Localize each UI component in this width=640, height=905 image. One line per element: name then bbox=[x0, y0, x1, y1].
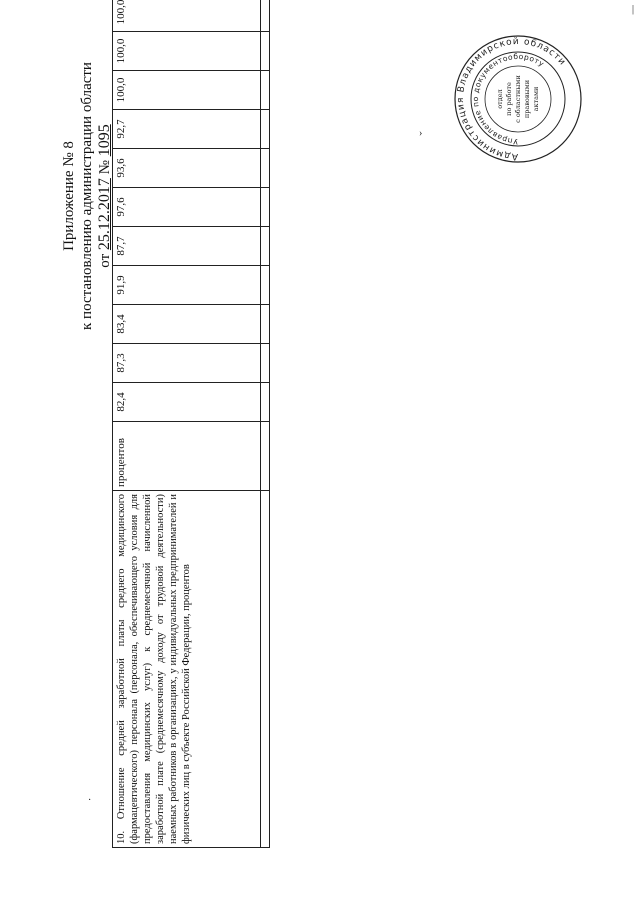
empty-cell bbox=[261, 266, 270, 305]
empty-cell bbox=[261, 0, 270, 32]
empty-cell bbox=[261, 305, 270, 344]
number-sign: № bbox=[97, 160, 113, 175]
seal-center-line: отдел bbox=[496, 89, 504, 109]
scan-dot: › bbox=[419, 128, 423, 139]
value-cell: 100,0 bbox=[113, 0, 261, 32]
appendix-subtitle: к постановлению администрации области bbox=[79, 62, 95, 330]
seal-inner-text: Управление по документообороту bbox=[470, 51, 547, 147]
empty-cell bbox=[261, 32, 270, 71]
scan-dot: · bbox=[88, 795, 92, 806]
value-cell: 87,7 bbox=[113, 227, 261, 266]
value-cell: 83,4 bbox=[113, 305, 261, 344]
seal-center-line: актами bbox=[532, 86, 540, 112]
value-cell: 91,9 bbox=[113, 266, 261, 305]
decree-number: 1095 bbox=[96, 124, 113, 157]
value-cell: 87,3 bbox=[113, 344, 261, 383]
empty-cell bbox=[261, 491, 270, 848]
empty-cell bbox=[261, 110, 270, 149]
empty-cell bbox=[261, 149, 270, 188]
document-header bbox=[60, 46, 114, 346]
date-prefix: от bbox=[97, 253, 113, 268]
seal-center-line: правовыми bbox=[523, 79, 531, 119]
table-row bbox=[261, 0, 270, 848]
empty-cell bbox=[261, 344, 270, 383]
value-cell: 92,7 bbox=[113, 110, 261, 149]
value-cell: 100,0 bbox=[113, 32, 261, 71]
seal-center-line: по работе bbox=[505, 82, 513, 116]
empty-cell bbox=[261, 188, 270, 227]
unit-cell: процентов bbox=[113, 422, 261, 491]
official-seal-stamp bbox=[452, 33, 584, 165]
table-row bbox=[113, 0, 261, 848]
value-cell: 93,6 bbox=[113, 149, 261, 188]
empty-cell bbox=[261, 227, 270, 266]
empty-cell bbox=[261, 71, 270, 110]
value-cell: 100,0 bbox=[113, 71, 261, 110]
indicator-table bbox=[112, 0, 272, 848]
empty-cell bbox=[261, 422, 270, 491]
seal-center-line: с областными bbox=[514, 75, 522, 123]
seal-outer-text: Администрация Владимирской области bbox=[455, 36, 568, 162]
appendix-title: Приложение № 8 bbox=[61, 141, 77, 251]
scan-dot: | bbox=[632, 4, 635, 15]
empty-cell bbox=[261, 383, 270, 422]
indicator-cell: 10. Отношение средней заработной платы среднего медицинского (фармацевтического) персонала (персонала, обеспечивающего условия для предоставления медицинских услуг) к среднемесячной начисленной заработной плате (среднемесячному доходу от трудовой деятельности) наемных работников в организациях, у индивидуальных предпринимателей и физических лиц в субъекте Российской Федерации, процентов bbox=[113, 491, 261, 848]
value-cell: 97,6 bbox=[113, 188, 261, 227]
value-cell: 82,4 bbox=[113, 383, 261, 422]
decree-date: 25.12.2017 bbox=[96, 178, 113, 251]
